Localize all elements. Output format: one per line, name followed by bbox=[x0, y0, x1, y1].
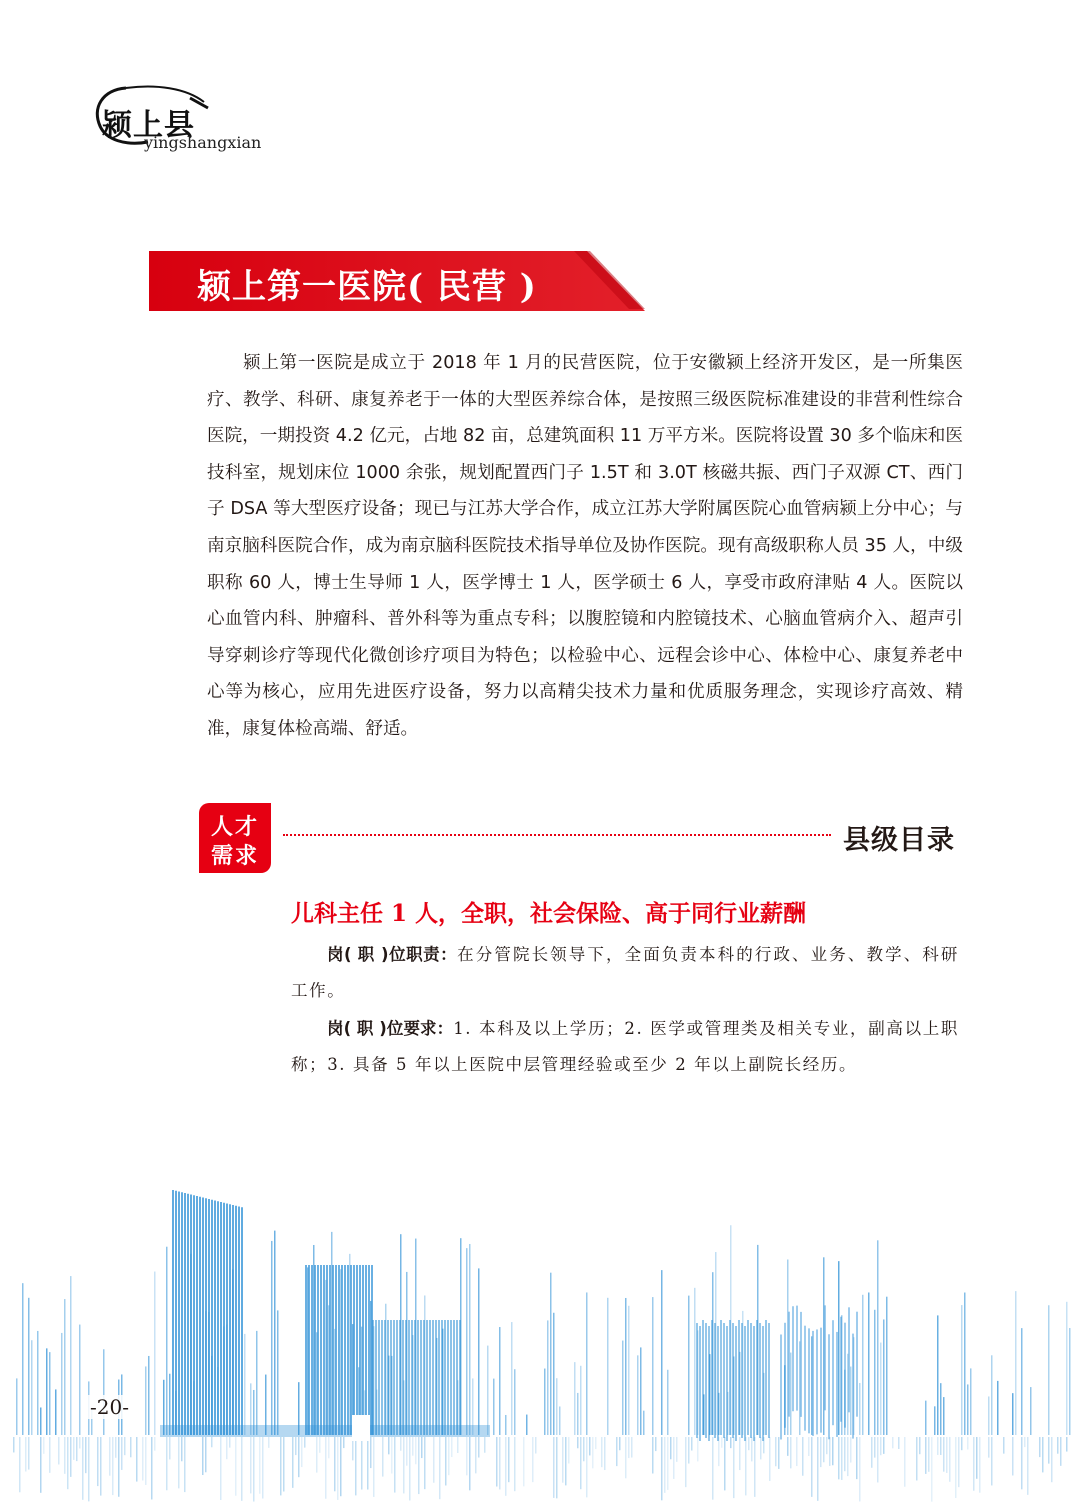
requirements-label: 岗( 职 )位要求： bbox=[327, 1019, 454, 1038]
hospital-title-banner bbox=[149, 251, 645, 311]
job-requirements bbox=[291, 1011, 959, 1083]
logo-pinyin: yingshangxian bbox=[144, 133, 262, 152]
badge-line-2: 需求 bbox=[210, 843, 259, 869]
job-duty bbox=[291, 937, 959, 1009]
job-title: 儿科主任 1 人，全职，社会保险、高于同行业薪酬 bbox=[291, 900, 807, 927]
section-divider bbox=[283, 834, 831, 836]
county-logo bbox=[86, 78, 286, 158]
duty-text: 在分管院长领导下，全面负责本科的行政、业务、教学、科研工作。 bbox=[291, 945, 960, 1000]
hospital-intro: 颍上第一医院是成立于 2018 年 1 月的民营医院，位于安徽颍上经济开发区，是一所集医疗、教学、科研、康复养老于一体的大型医养综合体，是按照三级医院标准建设的非营利性综合医院，一期投资 4.2 亿元，占地 82 亩，总建筑面积 11 万平方米。医院将设置 30 多个临床和医技科室，规划床位 1000 余张，规划配置西门子 1.5T 和 3.0T 核磁共振、西门子双源 CT、西门子 DSA 等大型医疗设备；现已与江苏大学合作，成立江苏大学附属医院心血管病颍上分中心；与南京脑科医院合作，成为南京脑科医院技术指导单位及协作医院。现有高级职称人员 35 人，中级职称 60 人，博士生导师 1 人，医学博士 1 人，医学硕士 6 人，享受市政府津贴 4 人。医院以心血管内科、肿瘤科、普外科等为重点专科；以腹腔镜和内腔镜技术、心脑血管病介入、超声引导穿刺诊疗等现代化微创诊疗项目为特色；以检验中心、远程会诊中心、体检中心、康复养老中心等为核心，应用先进医疗设备，努力以高精尖技术力量和优质服务理念，实现诊疗高效、精准，康复体检高端、舒适。 bbox=[207, 353, 963, 739]
talent-demand-badge bbox=[199, 803, 271, 873]
badge-line-1: 人才 bbox=[210, 814, 259, 840]
section-label: 县级目录 bbox=[843, 825, 955, 856]
duty-label: 岗( 职 )位职责： bbox=[327, 945, 458, 964]
logo-name: 颍上县 bbox=[102, 108, 195, 143]
page-number: -20- bbox=[90, 1395, 129, 1419]
hospital-title: 颍上第一医院( 民营 ) bbox=[197, 267, 537, 307]
requirements-text: 1. 本科及以上学历；2. 医学或管理类及相关专业，副高以上职称；3. 具备 5 年以上医院中层管理经验或至少 2 年以上副院长经历。 bbox=[291, 1019, 960, 1074]
city-skyline-illustration bbox=[0, 1170, 1080, 1505]
